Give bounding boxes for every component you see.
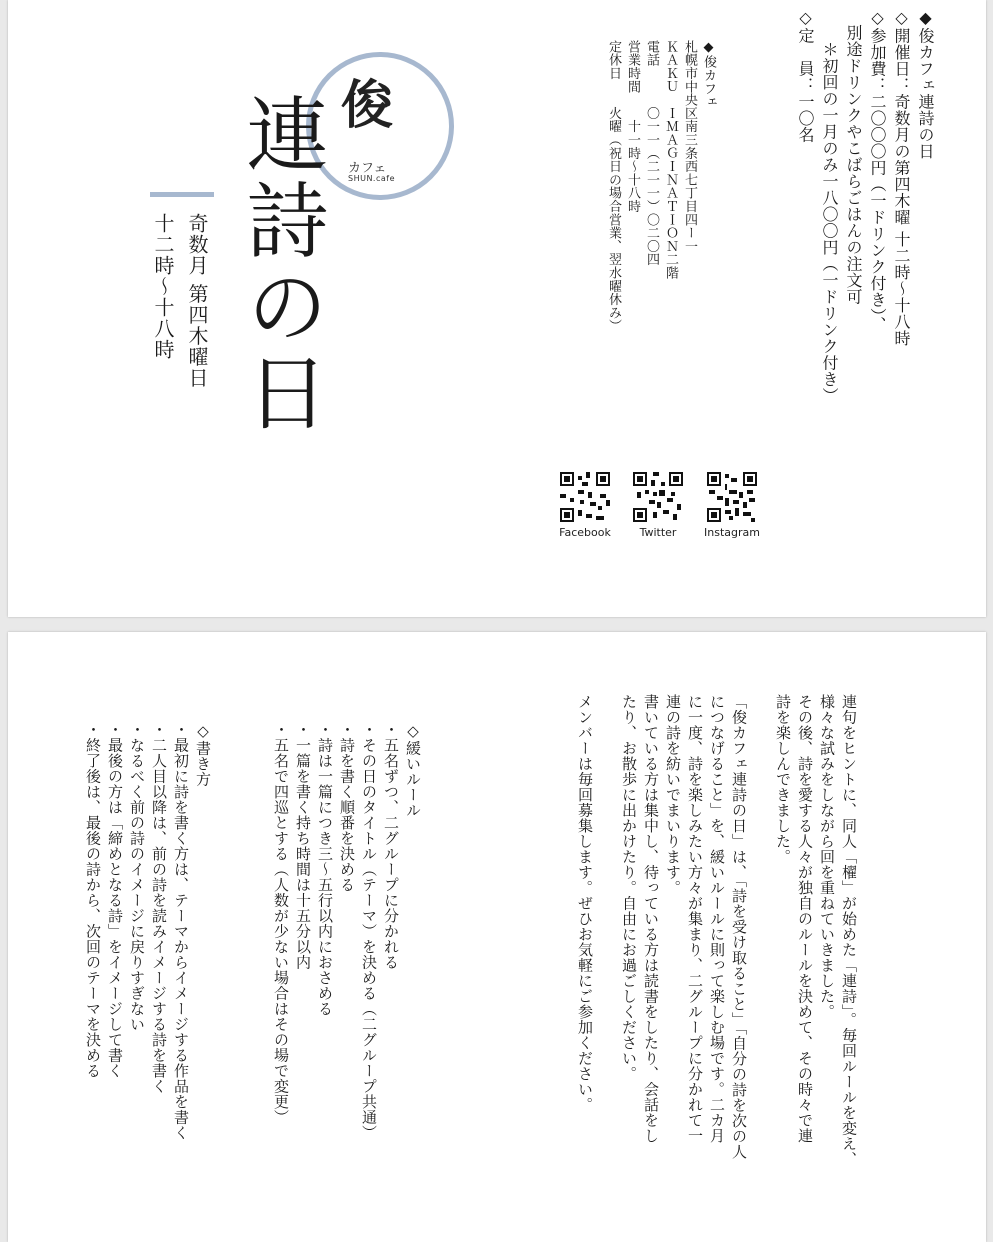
howto-item: ・終了後は、最後の詩から、次回のテーマを決める [84,722,102,1079]
shop-info-line: 定休日 火曜（祝日の場合営業、翌水曜休み） [606,40,621,333]
intro-line: につなげること」を、緩いルールに則って楽しむ場です。二カ月 [708,694,726,1144]
howto-item: ・最後の方は「締めとなる詩」をイメージして書く [106,722,124,1079]
logo-sub-label: SHUN.cafe [348,174,396,183]
shop-info-line: ◆俊カフェ [701,40,716,109]
shop-info-line: 営業時間 十一時〜十八時 [625,40,640,213]
facebook-qr-code[interactable] [560,472,610,522]
page-title: 連詩の日 [233,92,328,436]
intro-line: たり、お散歩に出かけたり。自由にお過ごしください。 [620,694,638,1082]
event-info-line: ◇参加費：二〇〇〇円（一ドリンク付き）、 [868,8,887,333]
intro-line: その後、詩を愛する人々が独自のルールを決めて、その時々で連 [796,694,814,1144]
howto-section [82,722,214,1141]
howto-item: ・なるべく前の詩のイメージに戻りすぎない [128,722,146,1032]
howto-item: ・最初に詩を書く方は、テーマからイメージする作品を書く [172,722,190,1141]
flyer-back [8,632,986,1242]
facebook-label: Facebook [559,526,611,539]
rule-item: ・一篇を書く持ち時間は十五分以内 [294,722,312,970]
instagram-label: Instagram [704,526,760,539]
event-info [793,8,937,404]
twitter-label: Twitter [639,526,677,539]
accent-bar [150,192,214,197]
event-info-line: ◇開催日：奇数月の第四木曜 十二時〜十八時 [892,8,911,347]
rule-item: ・その日のタイトル（テーマ）を決める（二グループ共通） [360,722,378,1141]
event-info-line: 別途ドリンクやこばらごはんの注文可 [844,8,863,305]
rule-item: ・五名で四巡とする（人数が少ない場合はその場で変更） [272,722,290,1125]
event-info-line: ＊初回の一月のみ一八〇〇円（一ドリンク付き） [820,8,839,404]
rule-item: ・詩は一篇につき三〜五行以内におさめる [316,722,334,1017]
intro-line: 様々な試みをしながら回を重ねていきました。 [818,694,836,1020]
rule-item: ・詩を書く順番を決める [338,722,356,893]
intro-line: メンバーは毎回募集します。ぜひお気軽にご参加ください。 [576,694,594,1113]
howto-item: ・二人目以降は、前の詩を読みイメージする詩を書く [150,722,168,1094]
intro-line: に一度、詩を楽しみたい方々が集まり、二グループに分かれて一 [686,694,704,1144]
logo-cafe-label: カフェ [348,161,387,176]
intro-line: 連句をヒントに、同人「櫂」が始めた「連詩」。毎回ルールを変え、 [840,694,858,1167]
instagram-qr-code[interactable] [707,472,757,522]
twitter-qr-code[interactable] [633,472,683,522]
event-info-line: ◇定 員：一〇名 [796,8,815,143]
intro-line: 「俊カフェ連詩の日」は、「詩を受け取ること」「自分の詩を次の人 [730,694,748,1160]
shop-info-line: 札幌市中央区南三条西七丁目四ー一 [682,40,697,253]
shop-info-line: 電話 〇一一（二一一）〇二〇四 [644,40,659,267]
schedule-hours: 十二時〜十八時 [151,213,175,360]
shop-info [604,40,718,333]
flyer-front [8,0,986,617]
event-info-line: ◆俊カフェ連詩の日 [916,8,935,160]
intro-line: 詩を楽しんできました。 [774,694,792,865]
intro-line [750,694,772,1167]
howto-heading: ◇書き方 [194,722,212,787]
rule-item: ・五名ずつ、二グループに分かれる [382,722,400,970]
schedule-days: 奇数月 第四木曜日 [185,213,209,389]
intro-line [596,694,618,1167]
rules-heading: ◇緩いルール [404,722,422,818]
intro-line: 連の詩を紡いでまいります。 [664,694,682,896]
logo-mark: 俊 [341,75,394,136]
intro-line: 書いている方は集中し、待っている方は読書をしたり、会話をし [642,694,660,1144]
shop-info-line: ＫＡＫＵ ＩＭＡＧＩＮＡＴＩＯＮ二階 [663,40,678,280]
intro-text [574,694,860,1167]
rules-section [270,722,424,1141]
